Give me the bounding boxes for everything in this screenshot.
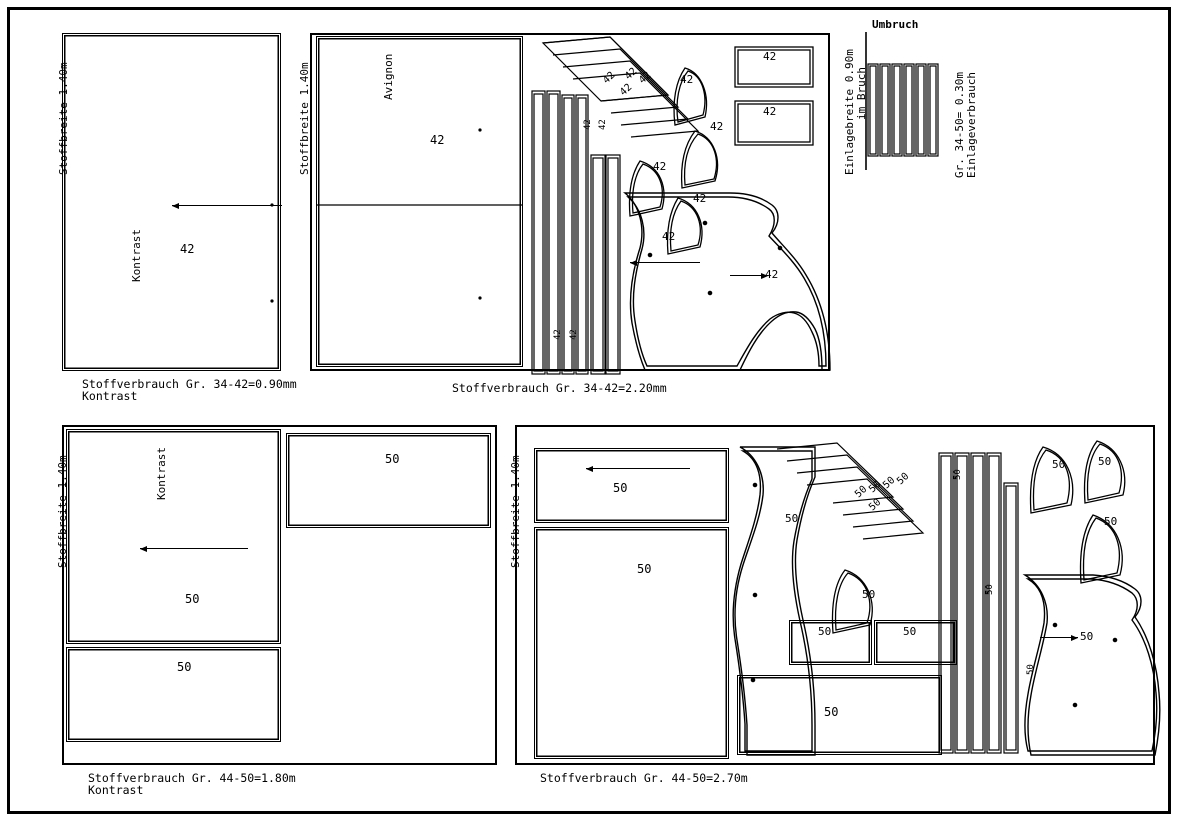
- size-number: 42: [710, 120, 724, 133]
- size-number: 50: [177, 660, 192, 674]
- interlining-consumption-sizes: Gr. 34-50= 0.30m: [953, 72, 966, 178]
- fabric-width-label-bottom-left: Stoffbreite 1.40m: [56, 455, 69, 568]
- size-number: 42: [637, 69, 654, 87]
- size-number: 50: [1104, 515, 1118, 528]
- size-number: 42: [680, 73, 694, 86]
- piece-kontrast-bottom-left: [66, 429, 281, 644]
- fabric-width-label-top-left: Stoffbreite 1.40m: [57, 62, 70, 175]
- fold-label-umbruch: Umbruch: [872, 18, 919, 31]
- fabric-width-label-bottom-right: Stoffbreite 1.40m: [509, 455, 522, 568]
- size-number: 42: [598, 119, 608, 130]
- size-number: 50: [1080, 630, 1094, 643]
- size-number: 50: [637, 562, 652, 576]
- size-number: 42: [180, 242, 195, 256]
- size-number: 42: [601, 69, 618, 87]
- piece-bottom-left-right: [286, 433, 491, 528]
- size-number: 42: [693, 192, 707, 205]
- grainline-arrow: [140, 548, 248, 549]
- size-number: 42: [553, 329, 563, 340]
- interlining-shapes: [862, 30, 992, 190]
- size-number: 50: [881, 474, 898, 492]
- piece-label-kontrast-bottom-left: Kontrast: [155, 447, 168, 500]
- size-number: 50: [1052, 458, 1066, 471]
- size-number: 50: [613, 481, 628, 495]
- size-number: 50: [1026, 664, 1036, 675]
- size-number: 50: [903, 625, 917, 638]
- size-number: 42: [763, 50, 777, 63]
- caption-bottom-right: Stoffverbrauch Gr. 44-50=2.70m: [540, 771, 748, 785]
- size-number: 50: [985, 584, 995, 595]
- size-number: 50: [385, 452, 400, 466]
- bottom-right-shapes: [515, 425, 1175, 770]
- size-number: 42: [763, 105, 777, 118]
- caption2-bottom-left: Kontrast: [88, 783, 144, 797]
- size-number: 50: [785, 512, 799, 525]
- size-number: 42: [662, 230, 676, 243]
- piece-bottom-left-lower: [66, 647, 281, 742]
- size-number: 42: [618, 81, 635, 99]
- size-number: 42: [653, 160, 667, 173]
- interlining-width-label: Einlagebreite 0.90m: [843, 49, 856, 175]
- caption-bottom-left: Stoffverbrauch Gr. 44-50=1.80m: [88, 771, 296, 785]
- fabric-width-label-top-right: Stoffbreite 1.40m: [298, 62, 311, 175]
- size-number: 50: [185, 592, 200, 606]
- piece-label-avignon: Avignon: [382, 53, 395, 100]
- size-number: 50: [867, 496, 884, 514]
- interlining-consumption-label: Einlageverbrauch: [965, 72, 978, 178]
- size-number: 42: [583, 119, 593, 130]
- size-number: 50: [1098, 455, 1112, 468]
- grainline-arrow: [730, 275, 768, 276]
- caption2-top-left: Kontrast: [82, 389, 138, 403]
- size-number: 50: [953, 469, 963, 480]
- size-number: 42: [430, 133, 445, 147]
- size-number: 42: [623, 65, 640, 83]
- grainline-arrow: [630, 262, 700, 263]
- size-number: 42: [569, 329, 579, 340]
- size-number: 42: [765, 268, 779, 281]
- caption-top-left: Stoffverbrauch Gr. 34-42=0.90mm: [82, 377, 297, 391]
- interlining-fold-note: im Bruch: [855, 67, 868, 120]
- size-number: 50: [818, 625, 832, 638]
- size-number: 50: [824, 705, 839, 719]
- size-number: 50: [895, 470, 912, 488]
- size-number: 50: [862, 588, 876, 601]
- grainline-arrow: [1040, 637, 1078, 638]
- size-number: 50: [853, 483, 870, 501]
- piece-label-kontrast-top-left: Kontrast: [130, 229, 143, 282]
- caption-top-right: Stoffverbrauch Gr. 34-42=2.20mm: [452, 381, 667, 395]
- top-right-shapes: [310, 33, 870, 378]
- size-number: 50: [867, 478, 884, 496]
